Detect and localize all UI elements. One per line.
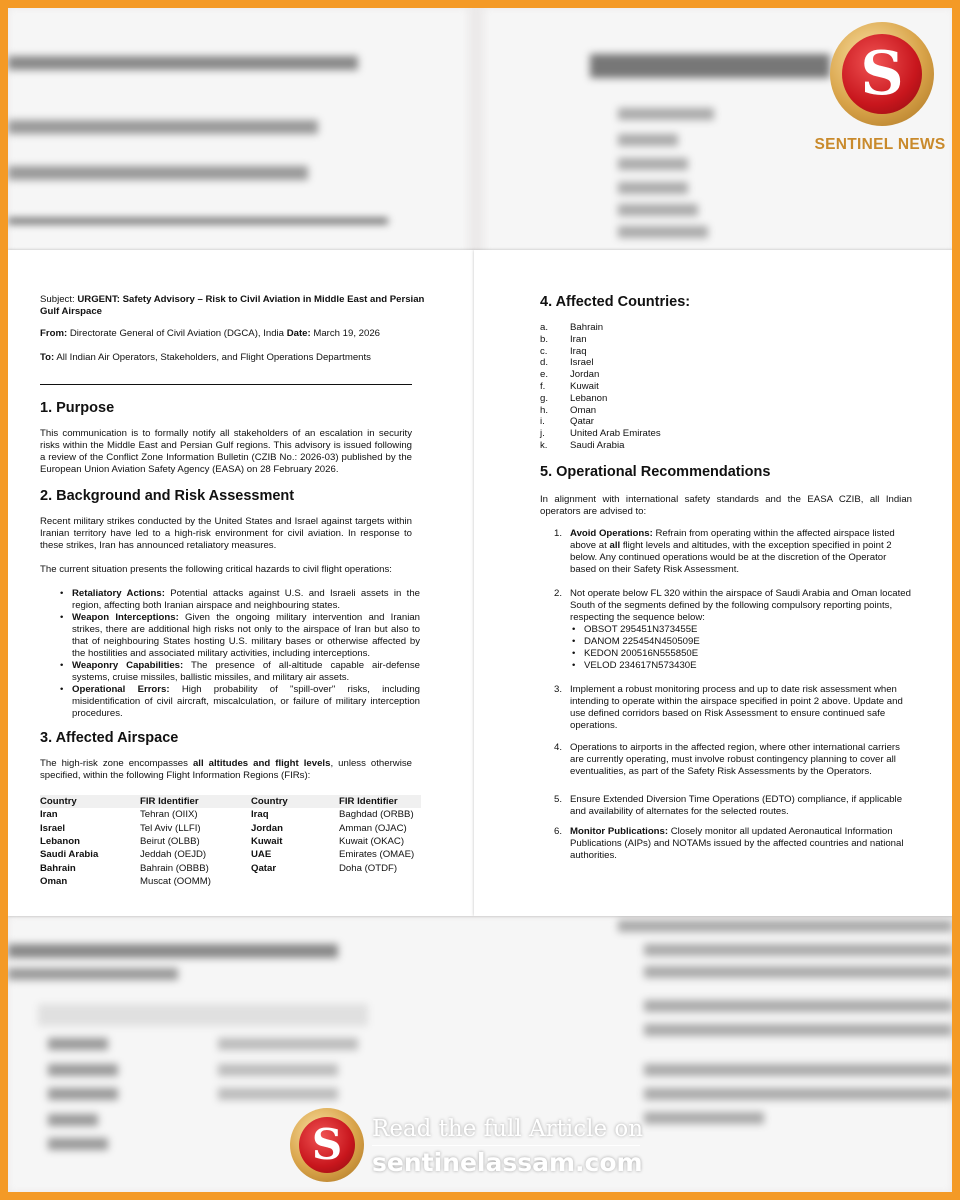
date-label: Date: (286, 328, 311, 339)
bg-line (618, 158, 688, 170)
bg-line (8, 56, 358, 70)
table-header: FIR Identifier (140, 795, 251, 808)
bg-line (644, 966, 952, 978)
logo-letter: S (299, 1117, 355, 1173)
cta-divider (372, 1145, 640, 1146)
bg-line (644, 1112, 764, 1124)
list-marker: b. (540, 333, 549, 345)
section-title-recommendations: 5. Operational Recommendations (540, 464, 771, 480)
section-title-background: 2. Background and Risk Assessment (40, 488, 295, 504)
list-marker: g. (540, 392, 549, 404)
table-cell: Lebanon (40, 836, 80, 848)
table-cell: Doha (OTDF) (339, 862, 398, 874)
header-divider (40, 384, 412, 385)
bg-line (590, 54, 830, 78)
from-line (40, 328, 430, 340)
list-item (540, 322, 661, 334)
list-marker: c. (540, 345, 548, 357)
table-cell: Israel (40, 822, 66, 834)
table-header: Country (251, 795, 339, 808)
table-cell: Qatar (251, 862, 277, 874)
date-text: March 19, 2026 (310, 328, 381, 339)
bg-line (48, 1138, 108, 1150)
recommendation-text (570, 528, 912, 576)
reporting-point: • OBSOT 295451N373455E (570, 624, 912, 636)
table-row (40, 848, 421, 861)
list-item (540, 416, 661, 428)
subject-line (40, 294, 430, 318)
list-marker: h. (540, 404, 549, 416)
table-cell (251, 875, 339, 888)
recommendation-text-a: Refrain from operating within the affected airspace listed above at (570, 528, 895, 551)
table-cell: Tehran (OIIX) (140, 809, 198, 821)
to-line (40, 352, 430, 364)
table-header: Country (40, 795, 140, 808)
list-item (540, 357, 661, 369)
bg-line (8, 944, 338, 958)
section-title-airspace: 3. Affected Airspace (40, 730, 179, 746)
table-header: FIR Identifier (339, 795, 421, 808)
sentinel-logo-icon (830, 22, 934, 126)
hazard-label: Weapon Interceptions: (72, 612, 179, 623)
table-header-row (40, 795, 421, 808)
list-marker: 5. (554, 794, 563, 805)
subject-text: URGENT: Safety Advisory – Risk to Civil Aviation in Middle East and Persian Gulf Airspace (40, 294, 425, 317)
brand-name: SENTINEL NEWS (814, 136, 946, 153)
table-row (40, 875, 421, 888)
hazard-label: Weaponry Capabilities: (72, 660, 184, 671)
country-name: United Arab Emirates (570, 428, 661, 440)
table-cell: Bahrain (OBBB) (140, 862, 209, 874)
bg-line (644, 1088, 952, 1100)
country-name: Kuwait (570, 380, 599, 392)
list-marker: f. (540, 380, 546, 392)
hazards-intro: The current situation presents the following critical hazards to civil flight operations: (40, 564, 392, 575)
list-item (40, 660, 420, 684)
list-marker: a. (540, 322, 549, 333)
list-item (40, 588, 420, 612)
table-cell: Oman (40, 875, 68, 887)
list-item (40, 612, 420, 660)
reporting-point: • DANOM 225454N450509E (570, 636, 912, 648)
table-cell: Amman (OJAC) (339, 822, 407, 834)
list-marker: j. (540, 428, 545, 440)
table-cell: Bahrain (40, 862, 76, 874)
recommendation-text: Operations to airports in the affected region, where other international carriers are currently operating, must involve robust contingency planning to cover all eventualities, as part of the Safety Risk Assessments by the Operators. (570, 742, 900, 777)
bg-line (644, 1000, 952, 1012)
bg-line (48, 1088, 118, 1100)
country-name: Qatar (570, 416, 594, 428)
bg-line (8, 120, 318, 134)
sentinel-logo-small-icon (290, 1108, 364, 1182)
country-name: Lebanon (570, 392, 608, 404)
bg-line (618, 204, 698, 216)
bg-line (618, 134, 678, 146)
table-row (40, 861, 421, 874)
bg-line (618, 226, 708, 238)
bg-line (48, 1038, 108, 1050)
bg-line (8, 166, 308, 180)
country-name: Oman (570, 404, 597, 416)
hazard-text: Given the ongoing military intervention and Iranian strikes, there are additional high risks not only to the airspace of Iran but also to that of neighbouring States hosting U.S. military bases or otherwise affected by the hostilities and associated military activities, including interceptions. (72, 612, 420, 659)
logo-letter: S (842, 34, 922, 114)
hazard-list (40, 588, 420, 720)
table-cell: Jordan (251, 822, 283, 834)
bg-line (644, 1024, 952, 1036)
recommendation-body: Not operate below FL 320 within the airspace of Saudi Arabia and Oman located South of the segments defined by the following compulsory reporting points, respecting the sequence below: (570, 588, 911, 623)
airspace-text-a: The high-risk zone encompasses (40, 758, 193, 769)
bg-line (48, 1114, 98, 1126)
list-item (540, 369, 661, 381)
list-item (540, 393, 661, 405)
country-name: Iraq (570, 345, 587, 357)
bg-line (618, 920, 952, 932)
list-marker: e. (540, 369, 549, 381)
airspace-text-c: , unless otherwise specified, within the following Flight Information Regions (FIRs): (40, 758, 412, 781)
country-name: Israel (570, 357, 594, 369)
country-name: Jordan (570, 369, 600, 381)
recommendation-text: Implement a robust monitoring process and up to date risk assessment when intending to operate within the airspace specified in point 2 above. Update and use defined corridors based on Risk Assessment to ensure continued safe operations. (570, 684, 903, 731)
hazard-label: Retaliatory Actions: (72, 588, 165, 599)
recommendations-intro: In alignment with international safety standards and the EASA CZIB, all Indian operators are advised to: (540, 494, 912, 517)
list-marker: 6. (554, 826, 563, 837)
hazard-label: Operational Errors: (72, 684, 170, 695)
bg-line (618, 108, 714, 120)
reporting-point: • VELOD 234617N573430E (570, 660, 912, 672)
list-item (40, 684, 420, 720)
table-cell (339, 875, 421, 888)
list-item (540, 428, 661, 440)
table-cell: Saudi Arabia (40, 849, 99, 861)
bg-line (218, 1038, 358, 1050)
recommendation-text-b: all (609, 540, 621, 551)
table-cell: Beirut (OLBB) (140, 836, 200, 848)
recommendation-label: Avoid Operations: (570, 528, 653, 539)
bg-line (618, 182, 688, 194)
table-cell: Iraq (251, 809, 269, 821)
bg-line (8, 968, 178, 980)
recommendation-body: Closely monitor all updated Aeronautical Information Publications (AIPs) and NOTAMs issued by the affected countries and national authorities. (570, 826, 904, 861)
list-marker: k. (540, 439, 548, 451)
bg-line (8, 218, 388, 224)
reporting-points-list (570, 624, 912, 672)
purpose-text: This communication is to formally notify all stakeholders of an escalation in security risks within the Middle East and Persian Gulf regions. This advisory is issued following a review of the Conflict Zone Information Bulletin (CZIB No.: 2026-03) published by the European Union Aviation Safety Agency (EASA) on 28 February 2026. (40, 428, 412, 475)
reporting-point: • KEDON 200516N555850E (570, 648, 912, 660)
list-item (540, 346, 661, 358)
list-marker: 1. (554, 528, 563, 539)
from-text: Directorate General of Civil Aviation (DGCA), India (67, 328, 287, 339)
recommendation-text: Ensure Extended Diversion Time Operations (EDTO) compliance, if applicable and availability of alternates for the selected routes. (570, 794, 903, 817)
airspace-text (40, 758, 412, 782)
section-title-countries: 4. Affected Countries: (540, 294, 691, 310)
list-marker: d. (540, 357, 549, 369)
recommendation-text (570, 588, 912, 672)
from-label: From: (40, 328, 68, 339)
table-cell: Kuwait (OKAC) (339, 836, 405, 848)
bg-line (644, 944, 952, 956)
to-label: To: (40, 352, 55, 363)
table-cell: Emirates (OMAE) (339, 849, 415, 861)
table-row (40, 822, 421, 835)
table-row (40, 835, 421, 848)
cta-text: Read the full Article on (372, 1116, 644, 1142)
table-cell: Baghdad (ORBB) (339, 809, 414, 821)
table-cell: Muscat (OOMM) (140, 875, 211, 887)
list-marker: 4. (554, 742, 563, 753)
to-text: All Indian Air Operators, Stakeholders, and Flight Operations Departments (54, 352, 371, 363)
hazard-text: The presence of all-altitude capable air-defense systems, cruise missiles, ballistic missiles, and military air assets. (72, 660, 420, 683)
document-page-left (8, 250, 474, 916)
list-marker: i. (540, 416, 545, 428)
list-item (540, 334, 661, 346)
subject-label: Subject: (40, 294, 78, 305)
table-cell: Tel Aviv (LLFI) (140, 822, 201, 834)
country-name: Iran (570, 333, 587, 345)
country-name: Bahrain (570, 322, 604, 333)
recommendation-text-c: flight levels and altitudes, with the exception specified in point 2 below. Any continued operations would be at the discretion of the Operator based on their Safety Risk Assessment. (570, 540, 892, 575)
list-item (540, 405, 661, 417)
document-page-right (474, 250, 954, 916)
section-title-purpose: 1. Purpose (40, 400, 115, 416)
country-name: Saudi Arabia (570, 439, 625, 451)
country-list (540, 322, 661, 452)
table-cell: Jeddah (OEJD) (140, 849, 207, 861)
bg-line (38, 1004, 368, 1026)
recommendation-label: Monitor Publications: (570, 826, 669, 837)
airspace-text-b: all altitudes and flight levels (192, 758, 331, 769)
hazard-text: Potential attacks against U.S. and Israeli assets in the region, affecting both Iranian airspace and neighbouring states. (72, 588, 420, 611)
table-cell: Kuwait (251, 836, 283, 848)
recommendation-text (570, 826, 912, 862)
table-row (40, 808, 421, 821)
bg-line (218, 1088, 338, 1100)
hazard-text: High probability of "spill-over" risks, including misidentification of civil aircraft, miscalculation, or failure of military interception procedures. (72, 684, 420, 719)
fir-table (40, 795, 421, 888)
bg-line (218, 1064, 338, 1076)
bg-line (48, 1064, 118, 1076)
table-cell: UAE (251, 849, 272, 861)
list-marker: 2. (554, 588, 563, 599)
background-text: Recent military strikes conducted by the United States and Israel against targets within Iranian territory have led to a high-risk environment for civil aviation. In response to these strikes, Iran has announced retaliatory measures. (40, 516, 412, 551)
bg-line (644, 1064, 952, 1076)
list-item (540, 440, 661, 452)
list-marker: 3. (554, 684, 563, 695)
table-cell: Iran (40, 809, 58, 821)
list-item (540, 381, 661, 393)
cta-link[interactable]: sentinelassam.com (372, 1148, 643, 1177)
